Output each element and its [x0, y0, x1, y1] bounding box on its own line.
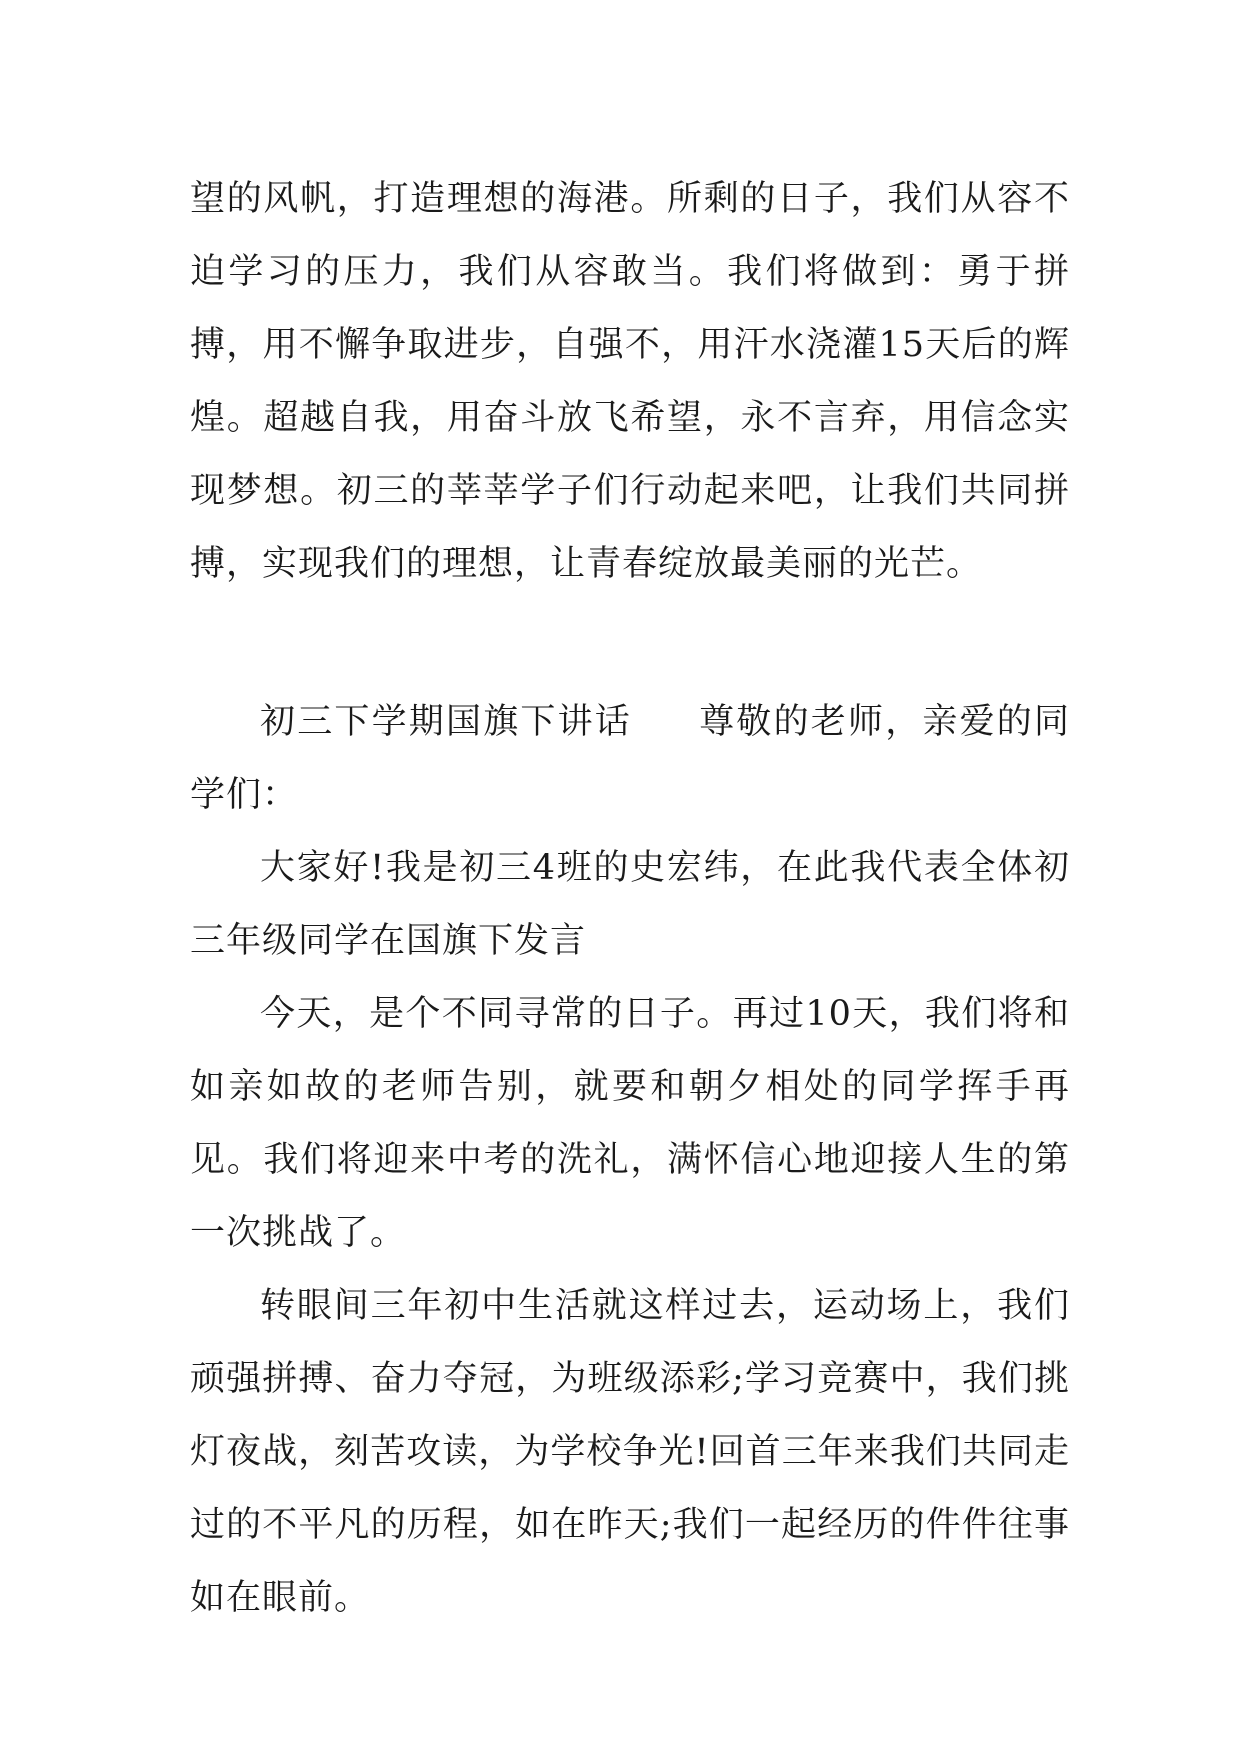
salutation: 尊敬的老师，亲爱的同学们：	[190, 702, 1070, 815]
paragraph-review: 转眼间三年初中生活就这样过去，运动场上，我们顽强拼搏、奋力夺冠，为班级添彩;学习竞赛中，我们挑灯夜战，刻苦攻读，为学校争光!回首三年来我们共同走过的不平凡的历程，如在昨天;我们一起经历的件件往事如在眼前。	[190, 1286, 1070, 1618]
speech-section	[190, 686, 1070, 1635]
carryover-paragraph: 望的风帆，打造理想的海港。所剩的日子，我们从容不迫学习的压力，我们从容敢当。我们将做到：勇于拼搏，用不懈争取进步，自强不，用汗水浇灌15天后的辉煌。超越自我，用奋斗放飞希望，永不言弃，用信念实现梦想。初三的莘莘学子们行动起来吧，让我们共同拼搏，实现我们的理想，让青春绽放最美丽的光芒。	[190, 179, 1070, 584]
carryover-text-block	[190, 163, 1070, 601]
paragraph-today: 今天，是个不同寻常的日子。再过10天，我们将和如亲如故的老师告别，就要和朝夕相处的同学挥手再见。我们将迎来中考的洗礼，满怀信心地迎接人生的第一次挑战了。	[190, 994, 1070, 1253]
section-title: 初三下学期国旗下讲话	[260, 702, 632, 742]
section-heading-line	[190, 686, 1070, 832]
paragraph-greeting: 大家好!我是初三4班的史宏纬，在此我代表全体初三年级同学在国旗下发言	[190, 848, 1070, 961]
